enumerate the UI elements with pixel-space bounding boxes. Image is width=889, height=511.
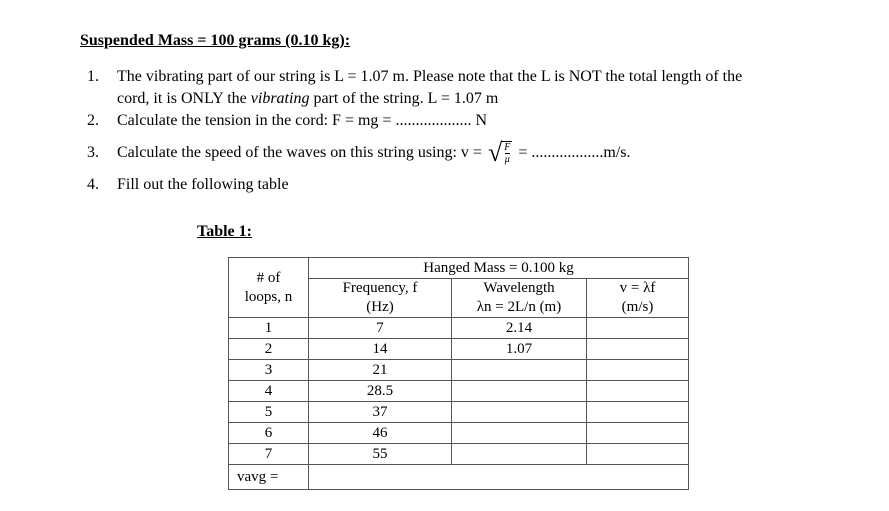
step-1-line-2 xyxy=(117,88,860,110)
step-1-text-c: part of the string. L = 1.07 m xyxy=(309,90,499,107)
table-cell xyxy=(587,444,689,465)
step-1-text-emph: vibrating xyxy=(250,90,310,107)
sqrt-formula xyxy=(488,140,512,166)
step-1 xyxy=(80,66,860,110)
step-2-text: Calculate the tension in the cord: F = mg = ................... N xyxy=(117,112,487,129)
table-cell: 46 xyxy=(309,423,452,444)
step-number: 1. xyxy=(87,68,99,85)
instruction-list xyxy=(80,66,860,196)
col-header-line: λn = 2L/n (m) xyxy=(476,299,562,315)
col-header-line: (Hz) xyxy=(366,299,394,315)
table-cell: 4 xyxy=(229,381,309,402)
col-header-line: # of xyxy=(256,269,281,286)
table-row xyxy=(229,360,689,381)
step-3-text: Calculate the speed of the waves on this string using: v = xyxy=(117,144,482,161)
col-header-loops xyxy=(229,258,309,318)
table-cell xyxy=(587,381,689,402)
col-header-line: v = λf xyxy=(619,280,656,296)
col-header-frequency xyxy=(309,279,452,318)
table-cell xyxy=(452,381,587,402)
table-cell: 5 xyxy=(229,402,309,423)
table-cell: 37 xyxy=(309,402,452,423)
table-cell xyxy=(452,402,587,423)
table-cell xyxy=(587,423,689,444)
sqrt-fraction xyxy=(502,141,512,165)
avg-empty xyxy=(309,465,689,490)
table-cell: 1.07 xyxy=(452,339,587,360)
data-table xyxy=(228,257,689,490)
step-number: 3. xyxy=(87,144,99,161)
table-cell xyxy=(587,402,689,423)
step-1-line-1: The vibrating part of our string is L = 1.07 m. Please note that the L is NOT the total length of the xyxy=(117,68,743,85)
table-title: Table 1: xyxy=(197,223,252,240)
table-row xyxy=(229,318,689,339)
step-3-answer: = ..................m/s. xyxy=(518,144,631,161)
table-row xyxy=(229,339,689,360)
table-row xyxy=(229,444,689,465)
table-cell xyxy=(452,423,587,444)
table-body xyxy=(229,318,689,465)
avg-label: vavg = xyxy=(229,465,309,490)
table-cell: 14 xyxy=(309,339,452,360)
sqrt-denominator: μ xyxy=(504,154,510,165)
step-4-text: Fill out the following table xyxy=(117,176,289,193)
table-cell: 2.14 xyxy=(452,318,587,339)
sqrt-icon: √ xyxy=(487,138,503,167)
step-number: 2. xyxy=(87,112,99,129)
col-header-speed xyxy=(587,279,689,318)
table-cell xyxy=(452,360,587,381)
table-cell: 3 xyxy=(229,360,309,381)
col-header-line: loops, n xyxy=(244,288,293,305)
step-4 xyxy=(80,174,860,196)
table-cell xyxy=(587,318,689,339)
page-heading: Suspended Mass = 100 grams (0.10 kg): xyxy=(80,32,351,49)
step-1-text-a: cord, it is ONLY the xyxy=(117,90,251,107)
table-cell: 21 xyxy=(309,360,452,381)
table-cell: 28.5 xyxy=(309,381,452,402)
table-header-row xyxy=(229,258,689,279)
table-cell: 1 xyxy=(229,318,309,339)
avg-row xyxy=(229,465,689,490)
table-cell: 7 xyxy=(229,444,309,465)
sqrt-numerator: F xyxy=(504,142,511,153)
table-cell: 6 xyxy=(229,423,309,444)
table-cell xyxy=(587,339,689,360)
col-header-line: (m/s) xyxy=(621,299,654,315)
table-cell xyxy=(587,360,689,381)
table-row xyxy=(229,381,689,402)
table-row xyxy=(229,423,689,444)
table-cell xyxy=(452,444,587,465)
step-2 xyxy=(80,110,860,132)
table-cell: 55 xyxy=(309,444,452,465)
table-cell: 7 xyxy=(309,318,452,339)
step-number: 4. xyxy=(87,176,99,193)
step-3 xyxy=(80,136,860,170)
mass-header: Hanged Mass = 0.100 kg xyxy=(309,258,689,279)
col-header-line: Wavelength xyxy=(483,280,555,296)
col-header-line: Frequency, f xyxy=(342,280,418,296)
col-header-wavelength xyxy=(452,279,587,318)
table-cell: 2 xyxy=(229,339,309,360)
table-row xyxy=(229,402,689,423)
